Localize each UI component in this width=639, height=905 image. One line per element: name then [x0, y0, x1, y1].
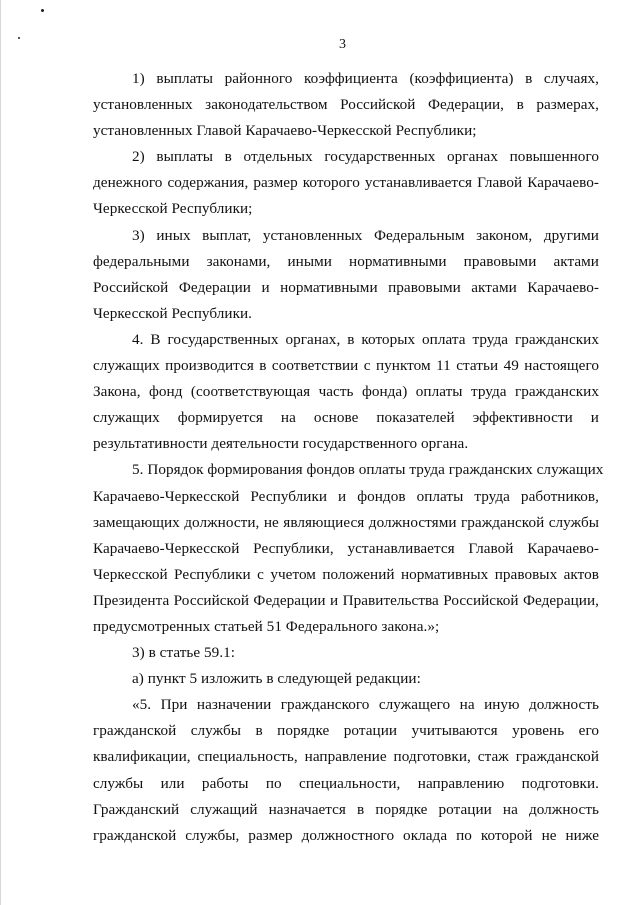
document-body	[93, 66, 604, 849]
text-line: гражданской службы, размер должностного оклада по которой не ниже	[93, 826, 599, 844]
text-line: 3) иных выплат, установленных Федеральным законом, другими	[132, 226, 599, 244]
text-line: Президента Российской Федерации и Правительства Российской Федерации,	[93, 591, 599, 609]
text-line: Карачаево-Черкесской Республики и фондов оплаты труда работников,	[93, 487, 599, 505]
text-line: Черкесской Республики с учетом положений нормативных правовых актов	[93, 565, 599, 583]
text-line: установленных Главой Карачаево-Черкесской Республики;	[93, 122, 477, 140]
text-line: служащих формируется на основе показателей эффективности и	[93, 409, 599, 427]
paragraph-point-5	[93, 457, 604, 640]
text-line: служащих производится в соответствии с пунктом 11 статьи 49 настоящего	[93, 357, 599, 375]
text-line: замещающих должности, не являющиеся должностями гражданской службы	[93, 513, 599, 531]
text-line: а) пункт 5 изложить в следующей редакции:	[132, 670, 421, 688]
text-line: Карачаево-Черкесской Республики, устанавливается Главой Карачаево-	[93, 539, 599, 557]
paragraph-item-2	[93, 144, 599, 222]
text-line: «5. При назначении гражданского служащего на иную должность	[132, 696, 599, 714]
paragraph-sub-a	[93, 666, 599, 692]
page-number: 3	[339, 37, 346, 52]
text-line: квалификации, специальность, направление подготовки, стаж гражданской	[93, 748, 599, 766]
text-line: 3) в статье 59.1:	[132, 644, 236, 662]
paragraph-item-3	[93, 223, 599, 327]
text-line: Черкесской Республики;	[93, 200, 253, 218]
text-line: Российской Федерации и нормативными правовыми актами Карачаево-	[93, 278, 599, 296]
text-line: 5. Порядок формирования фондов оплаты труда гражданских служащих	[132, 461, 604, 479]
text-line: Черкесской Республики.	[93, 304, 253, 322]
paragraph-sub-3	[93, 640, 599, 666]
text-line: гражданской службы в порядке ротации учитываются уровень его	[93, 722, 599, 740]
text-line: результативности деятельности государственного органа.	[93, 435, 469, 453]
scan-speck	[41, 9, 44, 12]
paragraph-point-4	[93, 327, 599, 457]
scan-speck	[18, 37, 20, 39]
text-line: федеральными законами, иными нормативными правовыми актами	[93, 252, 599, 270]
text-line: 2) выплаты в отдельных государственных органах повышенного	[132, 148, 599, 166]
text-line: 1) выплаты районного коэффициента (коэффициента) в случаях,	[132, 70, 599, 87]
text-line: установленных законодательством Российской Федерации, в размерах,	[93, 96, 599, 114]
text-line: Гражданский служащий назначается в порядке ротации на должность	[93, 800, 599, 818]
text-line: предусмотренных статьей 51 Федерального закона.»;	[93, 617, 440, 635]
text-line: денежного содержания, размер которого устанавливается Главой Карачаево-	[93, 174, 599, 192]
text-line: службы или работы по специальности, направлению подготовки.	[93, 774, 599, 792]
text-line: 4. В государственных органах, в которых оплата труда гражданских	[132, 330, 599, 348]
paragraph-quote-5	[93, 692, 599, 849]
text-line: Закона, фонд (соответствующая часть фонда) оплаты труда гражданских	[93, 383, 599, 401]
paragraph-item-1	[93, 66, 599, 144]
